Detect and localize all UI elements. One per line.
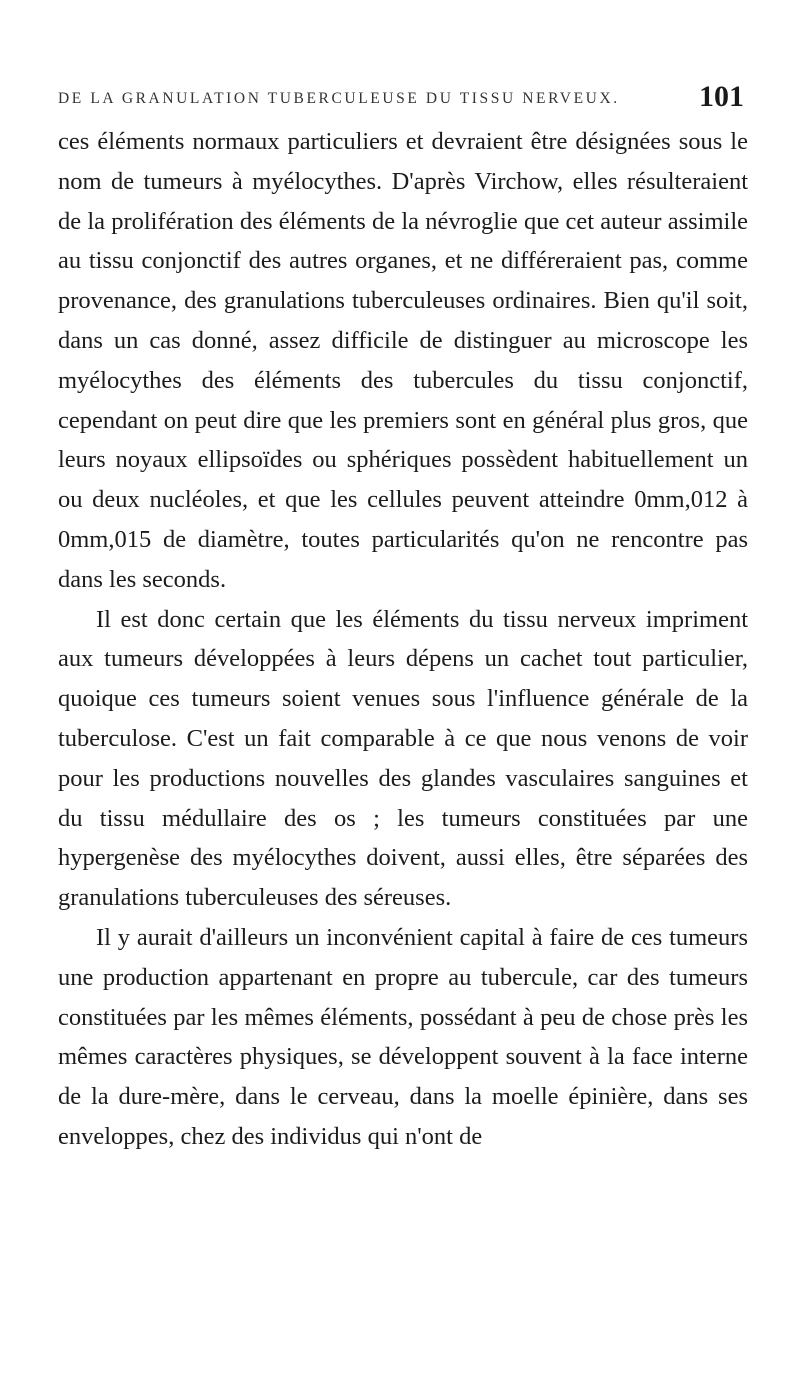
body-text: [58, 122, 748, 1157]
paragraph-3: Il y aurait d'ailleurs un inconvénient capital à faire de ces tumeurs une production appartenant en propre au tubercule, car des tumeurs constituées par les mêmes éléments, possédant à peu de chose près les mêmes caractères physiques, se développent souvent à la face interne de la dure-mère, dans le cerveau, dans la moelle épinière, dans ses enveloppes, chez des individus qui n'ont de: [58, 923, 748, 1150]
paragraph-1: ces éléments normaux particuliers et devraient être désignées sous le nom de tumeurs à myélocythes. D'après Virchow, elles résulteraient de la prolifération des éléments de la névroglie que cet auteur assimile au tissu conjonctif des autres organes, et ne différeraient pas, comme provenance, des granulations tuberculeuses ordinaires. Bien qu'il soit, dans un cas donné, assez difficile de distinguer au microscope les myélocythes des éléments des tubercules du tissu conjonctif, cependant on peut dire que les premiers sont en général plus gros, que leurs noyaux ellipsoïdes ou sphériques possèdent habituellement un ou deux nucléoles, et que les cellules peuvent atteindre 0mm,012 à 0mm,015 de diamètre, toutes particularités qu'on ne rencontre pas dans les seconds.: [58, 128, 748, 593]
paragraph-2: Il est donc certain que les éléments du tissu nerveux impriment aux tumeurs développées à leurs dépens un cachet tout particulier, quoique ces tumeurs soient venues sous l'influence générale de la tuberculose. C'est un fait comparable à ce que nous venons de voir pour les productions nouvelles des glandes vasculaires sanguines et du tissu médullaire des os ; les tumeurs constituées par une hypergenèse des myélocythes doivent, aussi elles, être séparées des granulations tuberculeuses des séreuses.: [58, 605, 748, 912]
running-title: DE LA GRANULATION TUBERCULEUSE DU TISSU NERVEUX.: [58, 90, 620, 107]
running-head: [58, 80, 748, 118]
page-number: 101: [699, 80, 744, 113]
